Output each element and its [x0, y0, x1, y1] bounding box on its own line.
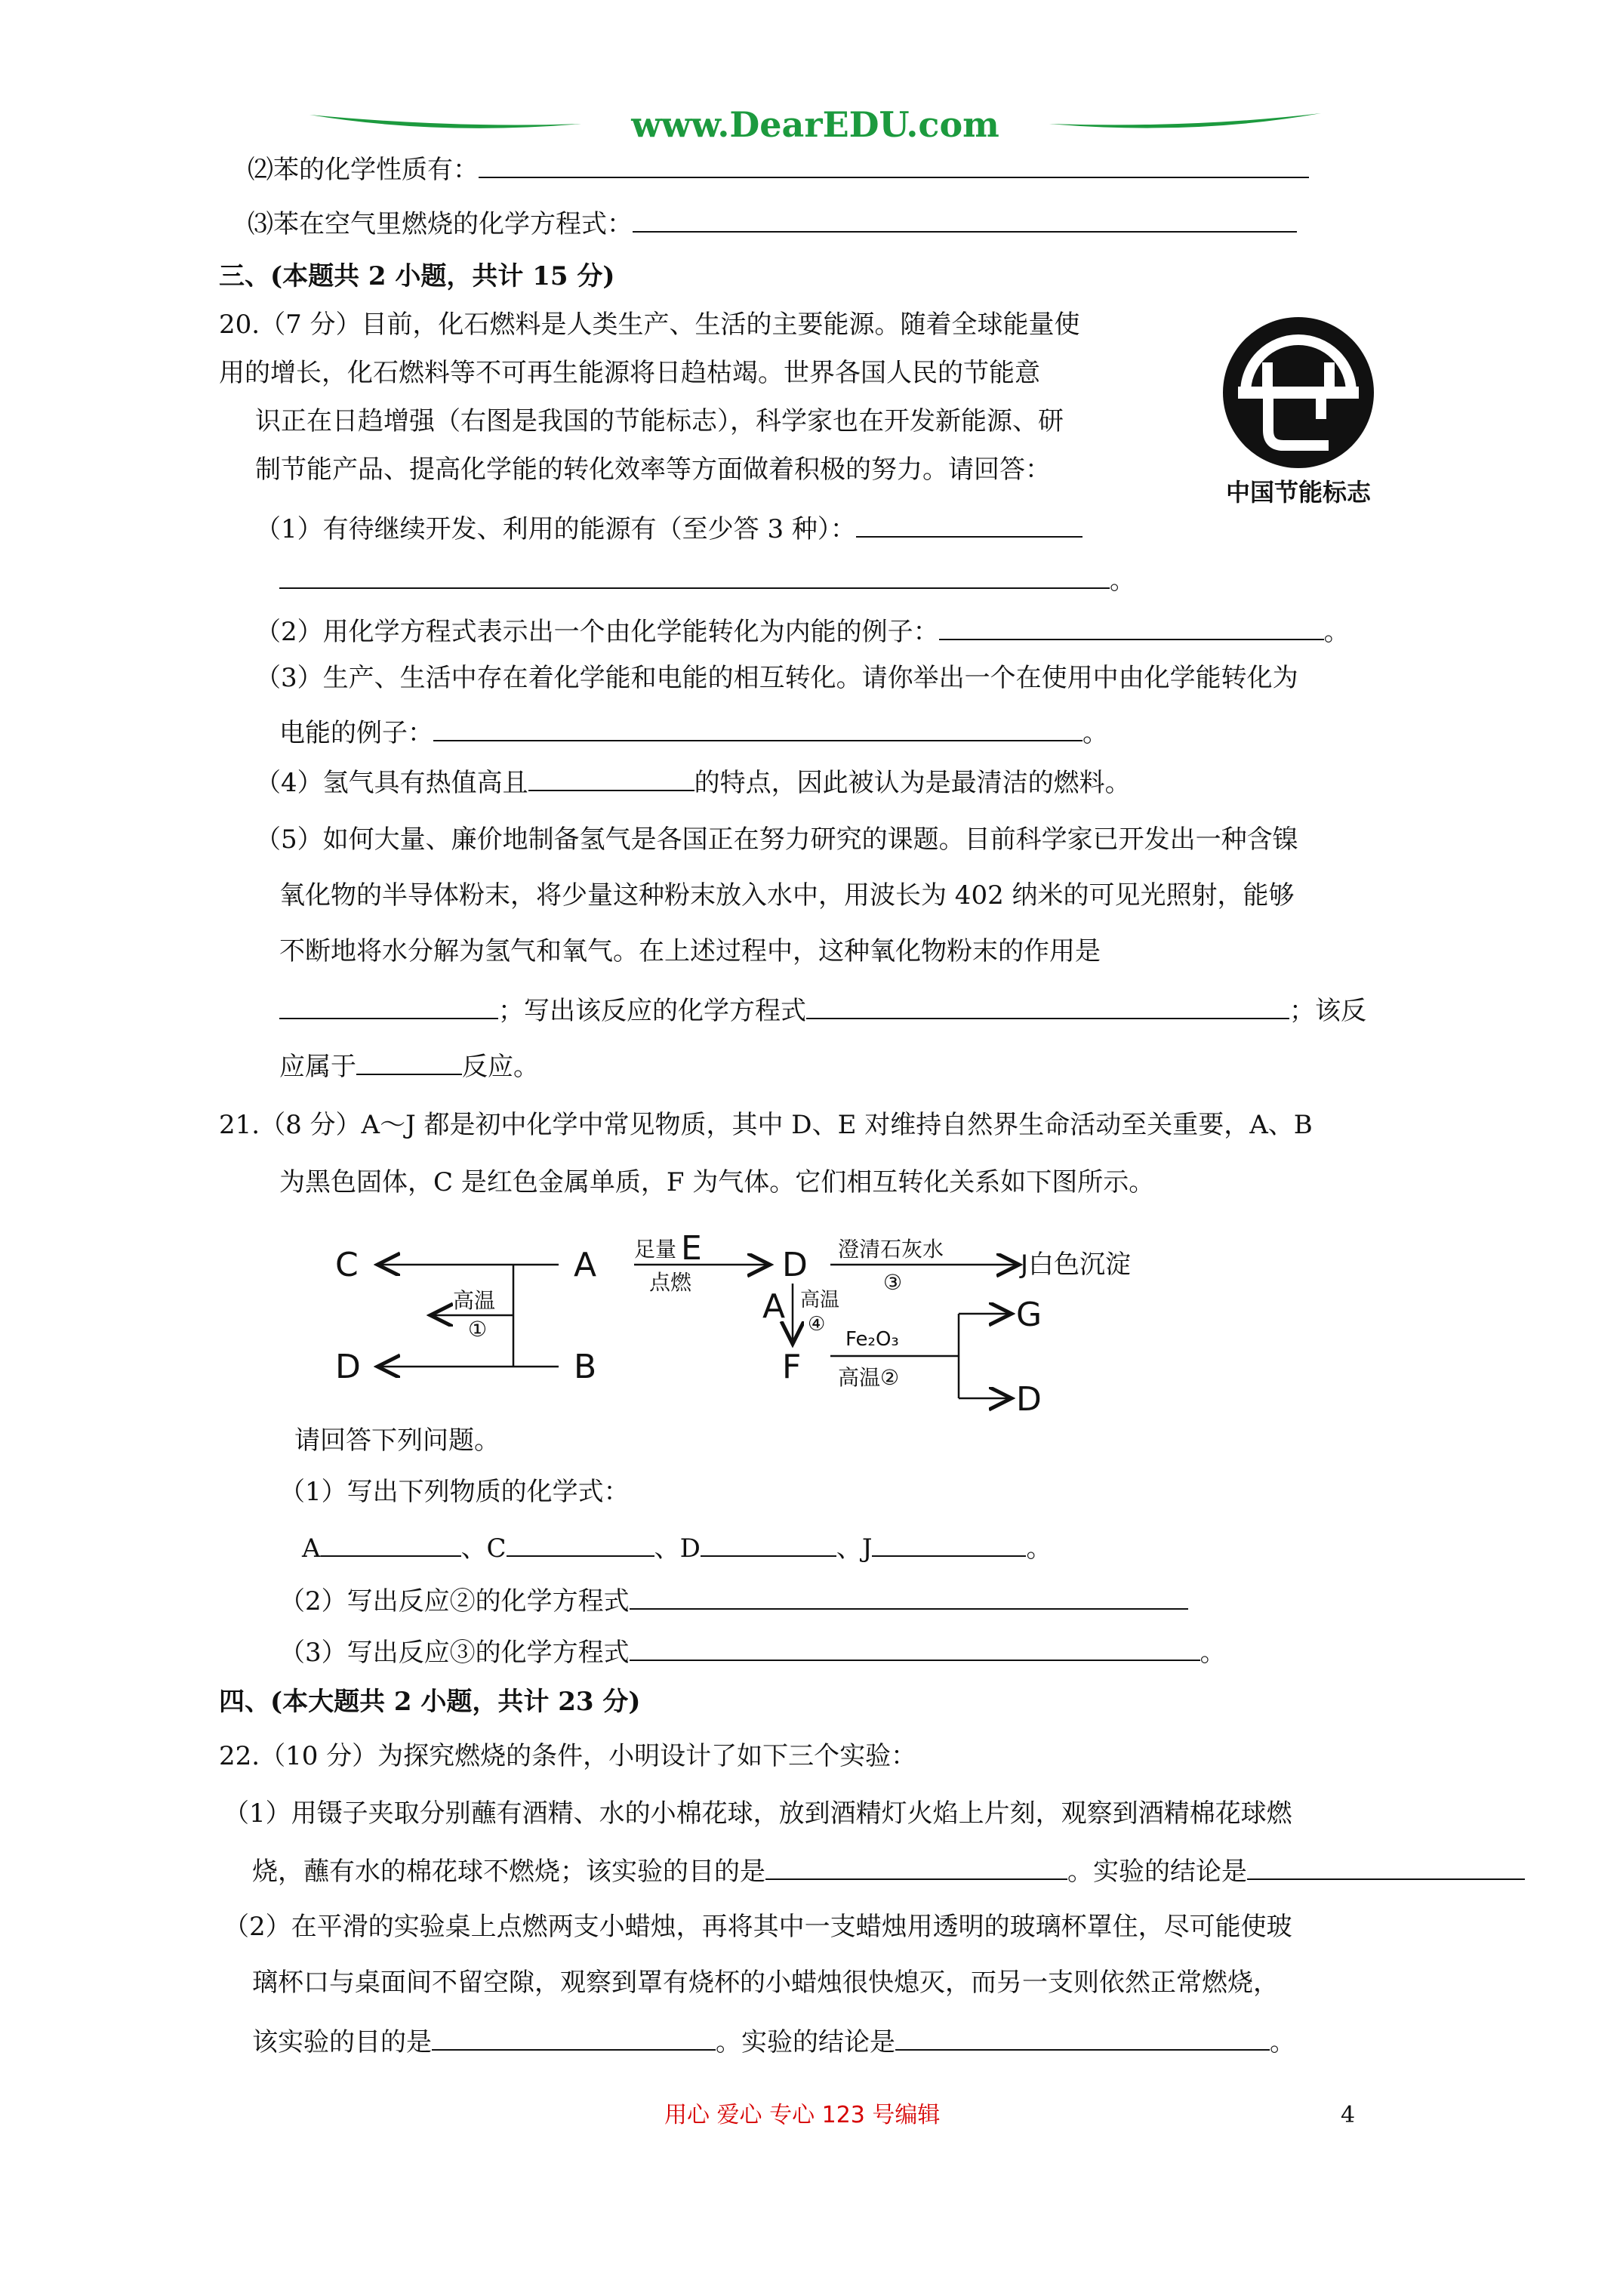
q20-sub5-line5: [279, 1048, 539, 1083]
node-F: F: [782, 1348, 802, 1386]
label-A: A: [302, 1533, 321, 1564]
q20-sub5-text-2: ；该反: [1289, 996, 1366, 1026]
node-A-side: A: [762, 1287, 786, 1326]
q22-exp2-line3: [252, 2023, 1295, 2059]
answer-blank[interactable]: [856, 510, 1083, 538]
cond-3-num: ③: [883, 1270, 903, 1295]
q22-exp1-text-2: 。实验的结论是: [1067, 1857, 1247, 1887]
period: 。: [1083, 718, 1108, 748]
cond-4-num: ④: [808, 1313, 826, 1336]
q20-line4: 制节能产品、提高化学能的转化效率等方面做着积极的努力。请回答：: [255, 455, 1051, 485]
page-footer: [0, 2100, 1623, 2131]
period: 。: [1110, 566, 1135, 596]
site-url[interactable]: www.DearEDU.com: [631, 104, 999, 145]
answer-blank[interactable]: [633, 205, 1297, 233]
energy-saving-logo-icon: [1215, 317, 1381, 468]
answer-blank[interactable]: [433, 714, 1083, 741]
period: 。: [1270, 2027, 1295, 2057]
cond-5-temp: 高温②: [838, 1365, 900, 1390]
answer-blank-J[interactable]: [872, 1530, 1026, 1557]
answer-blank[interactable]: [528, 764, 694, 791]
site-banner: [302, 98, 1329, 151]
answer-blank-A[interactable]: [321, 1530, 461, 1557]
q22-exp1-text: 烧，蘸有水的棉花球不燃烧；该实验的目的是: [252, 1857, 765, 1887]
q22-exp2-line1: （2）在平滑的实验桌上点燃两支小蜡烛，再将其中一支蜡烛用透明的玻璃杯罩住，尽可能使玻: [223, 1912, 1292, 1942]
q20-line2: 用的增长，化石燃料等不可再生能源将日趋枯竭。世界各国人民的节能意: [219, 358, 1040, 388]
q20-sub5-text-3: 应属于: [279, 1052, 356, 1082]
q21-sub1: （1）写出下列物质的化学式：: [279, 1477, 630, 1507]
label-C: 、C: [460, 1533, 507, 1564]
section-4-heading: 四、(本大题共 2 小题，共计 23 分): [219, 1687, 641, 1717]
q20-sub5-text-4: 反应。: [462, 1052, 539, 1082]
cond-1-num: ①: [468, 1317, 488, 1342]
q21-sub2: [279, 1583, 1188, 1618]
answer-blank[interactable]: [279, 992, 498, 1019]
q21-formulas: [302, 1530, 1052, 1565]
q20-sub5-text: ；写出该反应的化学方程式: [498, 996, 806, 1026]
q19-part2-text: ⑵苯的化学性质有：: [248, 155, 479, 185]
node-C: C: [335, 1246, 359, 1284]
answer-blank-conclusion[interactable]: [895, 2023, 1270, 2051]
q21-line2: 为黑色固体，C 是红色金属单质，F 为气体。它们相互转化关系如下图所示。: [279, 1167, 1155, 1197]
node-D: D: [335, 1348, 361, 1386]
answer-blank[interactable]: [279, 562, 1110, 589]
answer-blank-purpose[interactable]: [432, 2023, 716, 2051]
q20-sub1-cont: [279, 562, 1135, 597]
footer-text: 用心 爱心 专心 123 号编辑: [664, 2102, 941, 2128]
q20-sub5-line1: （5）如何大量、廉价地制备氢气是各国正在努力研究的课题。目前科学家已开发出一种含镍: [255, 824, 1298, 855]
cond-2-ignite: 点燃: [649, 1270, 692, 1295]
q21-line1: 21.（8 分）A～J 都是初中化学中常见物质，其中 D、E 对维持自然界生命活动至关重要，A、B: [219, 1110, 1313, 1140]
answer-blank[interactable]: [630, 1634, 1200, 1661]
q21-sub3: [279, 1634, 1226, 1669]
q20-sub1: [255, 510, 1083, 546]
q22-exp2-text: 该实验的目的是: [252, 2027, 432, 2057]
node-D-mid: D: [782, 1246, 808, 1284]
answer-blank-purpose[interactable]: [765, 1853, 1067, 1880]
period: 。: [1026, 1533, 1052, 1564]
q20-line3: 识正在日趋增强（右图是我国的节能标志），科学家也在开发新能源、研: [255, 406, 1064, 436]
period: 。: [1323, 617, 1350, 647]
q20-line1: 20.（7 分）目前，化石燃料是人类生产、生活的主要能源。随着全球能量使: [219, 310, 1080, 340]
q20-sub2-text: （2）用化学方程式表示出一个由化学能转化为内能的例子：: [255, 617, 939, 647]
period: 。: [1200, 1638, 1226, 1668]
cond-2-E: E: [681, 1229, 702, 1268]
q20-sub5-line4: [279, 992, 1366, 1028]
answer-blank[interactable]: [939, 613, 1324, 640]
node-B: B: [574, 1348, 597, 1386]
energy-saving-logo: [1215, 317, 1381, 513]
q20-sub4-text-2: 的特点，因此被认为是最清洁的燃料。: [694, 768, 1131, 798]
cond-3-limewater: 澄清石灰水: [838, 1237, 944, 1262]
label-D: 、D: [654, 1533, 701, 1564]
q20-sub3-line2: [279, 714, 1108, 750]
q20-sub5-line3: 不断地将水分解为氢气和氧气。在上述过程中，这种氧化物粉末的作用是: [279, 936, 1101, 966]
q22-exp1-line2: [252, 1853, 1525, 1888]
q22-exp1-line1: （1）用镊子夹取分别蘸有酒精、水的小棉花球，放到酒精灯火焰上片刻，观察到酒精棉花球燃: [223, 1798, 1292, 1829]
q19-part3: [248, 205, 1297, 241]
answer-blank[interactable]: [630, 1583, 1188, 1610]
q20-sub4-text: （4）氢气具有热值高且: [255, 768, 528, 798]
q20-sub1-text: （1）有待继续开发、利用的能源有（至少答 3 种）：: [255, 514, 856, 544]
cond-4-temp: 高温: [800, 1289, 840, 1311]
q22-line1: 22.（10 分）为探究燃烧的条件，小明设计了如下三个实验：: [219, 1741, 917, 1771]
q20-sub3-line1: （3）生产、生活中存在着化学能和电能的相互转化。请你举出一个在使用中由化学能转化为: [255, 663, 1298, 693]
q19-part3-text: ⑶苯在空气里燃烧的化学方程式：: [248, 209, 633, 239]
answer-blank-conclusion[interactable]: [1247, 1853, 1525, 1880]
page-number: 4: [1341, 2102, 1356, 2128]
cond-1-temp: 高温: [453, 1288, 496, 1313]
cond-2-amount: 足量: [634, 1237, 677, 1262]
node-G: G: [1016, 1296, 1042, 1334]
section-3-heading: 三、(本题共 2 小题，共计 15 分): [219, 261, 615, 291]
q22-exp2-text-2: 。实验的结论是: [716, 2027, 895, 2057]
q20-sub4: [255, 764, 1131, 800]
q21-ask: 请回答下列问题。: [294, 1425, 500, 1456]
q19-part2: [248, 151, 1309, 186]
reaction-diagram-svg: [317, 1223, 1208, 1419]
q20-sub5-line2: 氧化物的半导体粉末，将少量这种粉末放入水中，用波长为 402 纳米的可见光照射，能够: [279, 880, 1295, 911]
answer-blank[interactable]: [806, 992, 1289, 1019]
node-A: A: [574, 1246, 597, 1284]
node-D-end: D: [1016, 1380, 1042, 1419]
q20-sub3-text: 电能的例子：: [279, 718, 433, 748]
node-J: J白色沉淀: [1021, 1250, 1132, 1280]
q22-exp2-line2: 璃杯口与桌面间不留空隙，观察到罩有烧杯的小蜡烛很快熄灭，而另一支则依然正常燃烧，: [252, 1968, 1279, 1998]
answer-blank[interactable]: [479, 151, 1309, 178]
answer-blank-C[interactable]: [507, 1530, 654, 1557]
answer-blank[interactable]: [356, 1048, 462, 1075]
label-J: 、J: [836, 1533, 873, 1564]
q21-sub3-text: （3）写出反应③的化学方程式: [279, 1638, 630, 1668]
logo-caption: 中国节能标志: [1225, 478, 1371, 507]
answer-blank-D[interactable]: [701, 1530, 836, 1557]
q20-sub2: [255, 613, 1350, 649]
q21-sub2-text: （2）写出反应②的化学方程式: [279, 1586, 630, 1616]
cond-5-fe2o3: Fe₂O₃: [845, 1328, 899, 1351]
reaction-diagram: [317, 1223, 1208, 1419]
